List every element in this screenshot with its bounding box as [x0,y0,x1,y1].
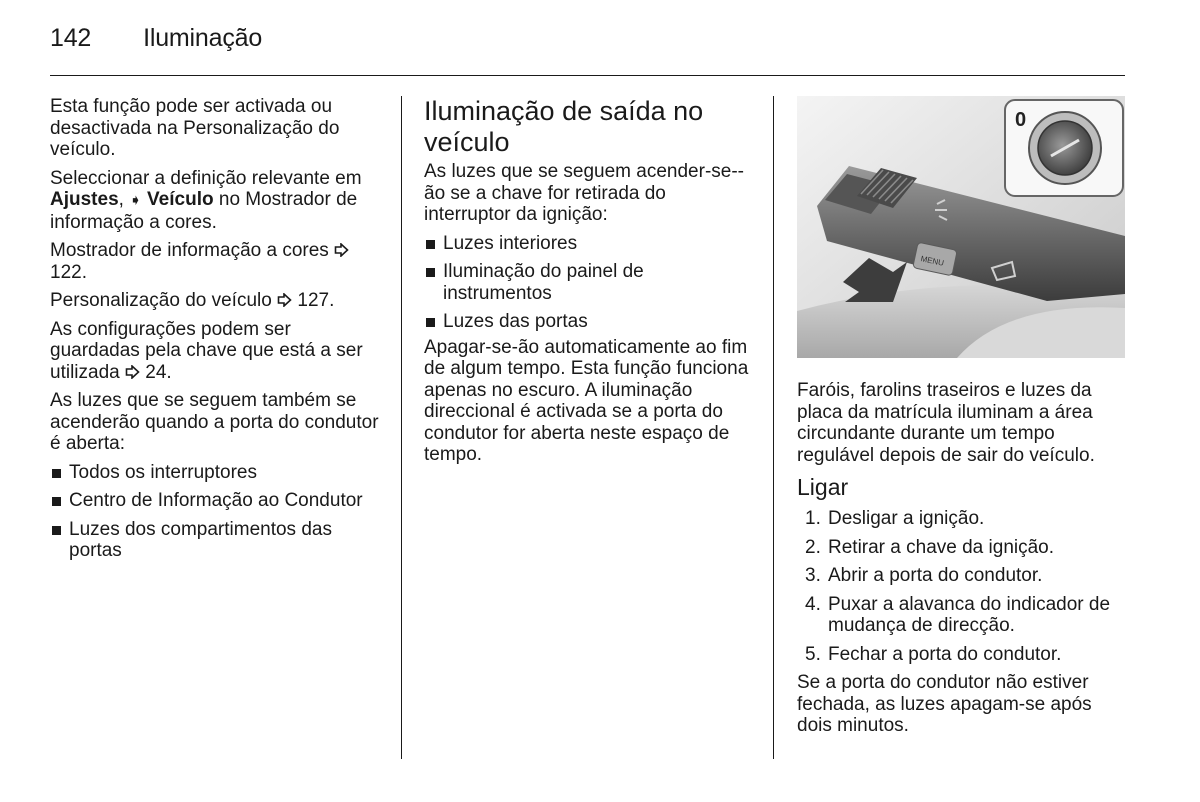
paragraph: Se a porta do condutor não estiver fechada, as luzes apagam-se após dois minutos. [797,672,1092,736]
reference-text: Mostrador de informação a cores [50,240,329,261]
numbered-list [797,508,1127,665]
reference-page[interactable]: 127. [297,290,335,311]
paragraph: As luzes que se seguem também se acenderão quando a porta do condutor é aberta: [50,390,379,454]
step-number: 2. [805,536,821,558]
section-heading: Iluminação de saída no veículo [424,96,704,157]
step-number: 4. [805,593,821,615]
header-rule [50,75,1125,76]
paragraph: Esta função pode ser activada ou desactivada na Personalização do veículo. [50,96,340,160]
list-item [797,508,1127,530]
separator: , [118,189,130,210]
key-dial-inset [1005,100,1123,196]
step-number: 5. [805,643,821,665]
stalk-illustration [797,96,1125,358]
reference-text: As configurações podem ser guardadas pela chave que está a ser utilizada [50,318,363,383]
bullet-list [424,233,752,333]
list-item [797,644,1127,666]
menu-veiculo: Veículo [141,189,214,210]
text: no Mostrador de informação a cores. [50,189,358,233]
dial-zero-label: 0 [1015,109,1027,131]
paragraph-settings-path [50,168,385,234]
menu-button-label: MENU [919,254,945,268]
reference-arrow-icon [277,293,292,307]
column-divider-1 [401,96,402,759]
menu-arrow-icon: ➧ [129,192,142,209]
list-item [797,594,1127,637]
reference-page[interactable]: 24. [145,361,172,383]
page-header [50,24,262,53]
column-1 [50,96,385,569]
step-text: Desligar a ignição. [828,508,985,529]
paragraph: Apagar-se-ão automaticamente ao fim de algum tempo. Esta função funciona apenas no escuro. A iluminação direccional é activada se a porta do condutor for aberta neste espaço de tempo. [424,336,749,465]
bullet-list [50,462,385,562]
text: Seleccionar a definição relevante em [50,167,362,189]
reference-arrow-icon [125,365,140,379]
reference-arrow-icon [334,243,349,257]
step-text: Retirar a chave da ignição. [828,536,1055,558]
page-number: 142 [50,24,92,52]
step-number: 3. [805,565,821,586]
list-item: Todos os interruptores [50,462,385,484]
step-text: Abrir a porta do condutor. [828,565,1043,586]
paragraph-reference [50,290,385,312]
reference-text: Personalização do veículo [50,290,272,311]
list-item [797,537,1127,559]
list-item [797,565,1127,587]
figure-caption: Faróis, farolins traseiros e luzes da placa da matrícula iluminam a área circundante durante um tempo regulável depois de sair do veículo. [797,380,1095,466]
menu-ajustes: Ajustes [50,189,119,210]
subheading: Ligar [797,474,849,500]
step-text: Puxar a alavanca do indicador de mudança de direcção. [828,593,1111,636]
list-item: Iluminação do painel de instrumentos [424,261,752,304]
paragraph: As luzes que se seguem acender-se--ão se a chave for retirada do interruptor da ignição: [424,161,744,225]
list-item: Luzes das portas [424,311,752,333]
section-title: Iluminação [143,24,263,52]
list-item: Luzes dos compartimentos das portas [50,519,385,562]
list-item: Centro de Informação ao Condutor [50,490,385,512]
list-item: Luzes interiores [424,233,752,255]
step-number: 1. [805,508,821,529]
paragraph-reference [50,319,385,384]
stalk-illustration-svg [797,96,1125,358]
reference-page[interactable]: 122. [50,261,87,283]
paragraph-reference [50,240,385,283]
step-text: Fechar a porta do condutor. [828,643,1062,665]
column-2 [424,96,752,473]
column-3 [797,380,1127,744]
column-divider-2 [773,96,774,759]
